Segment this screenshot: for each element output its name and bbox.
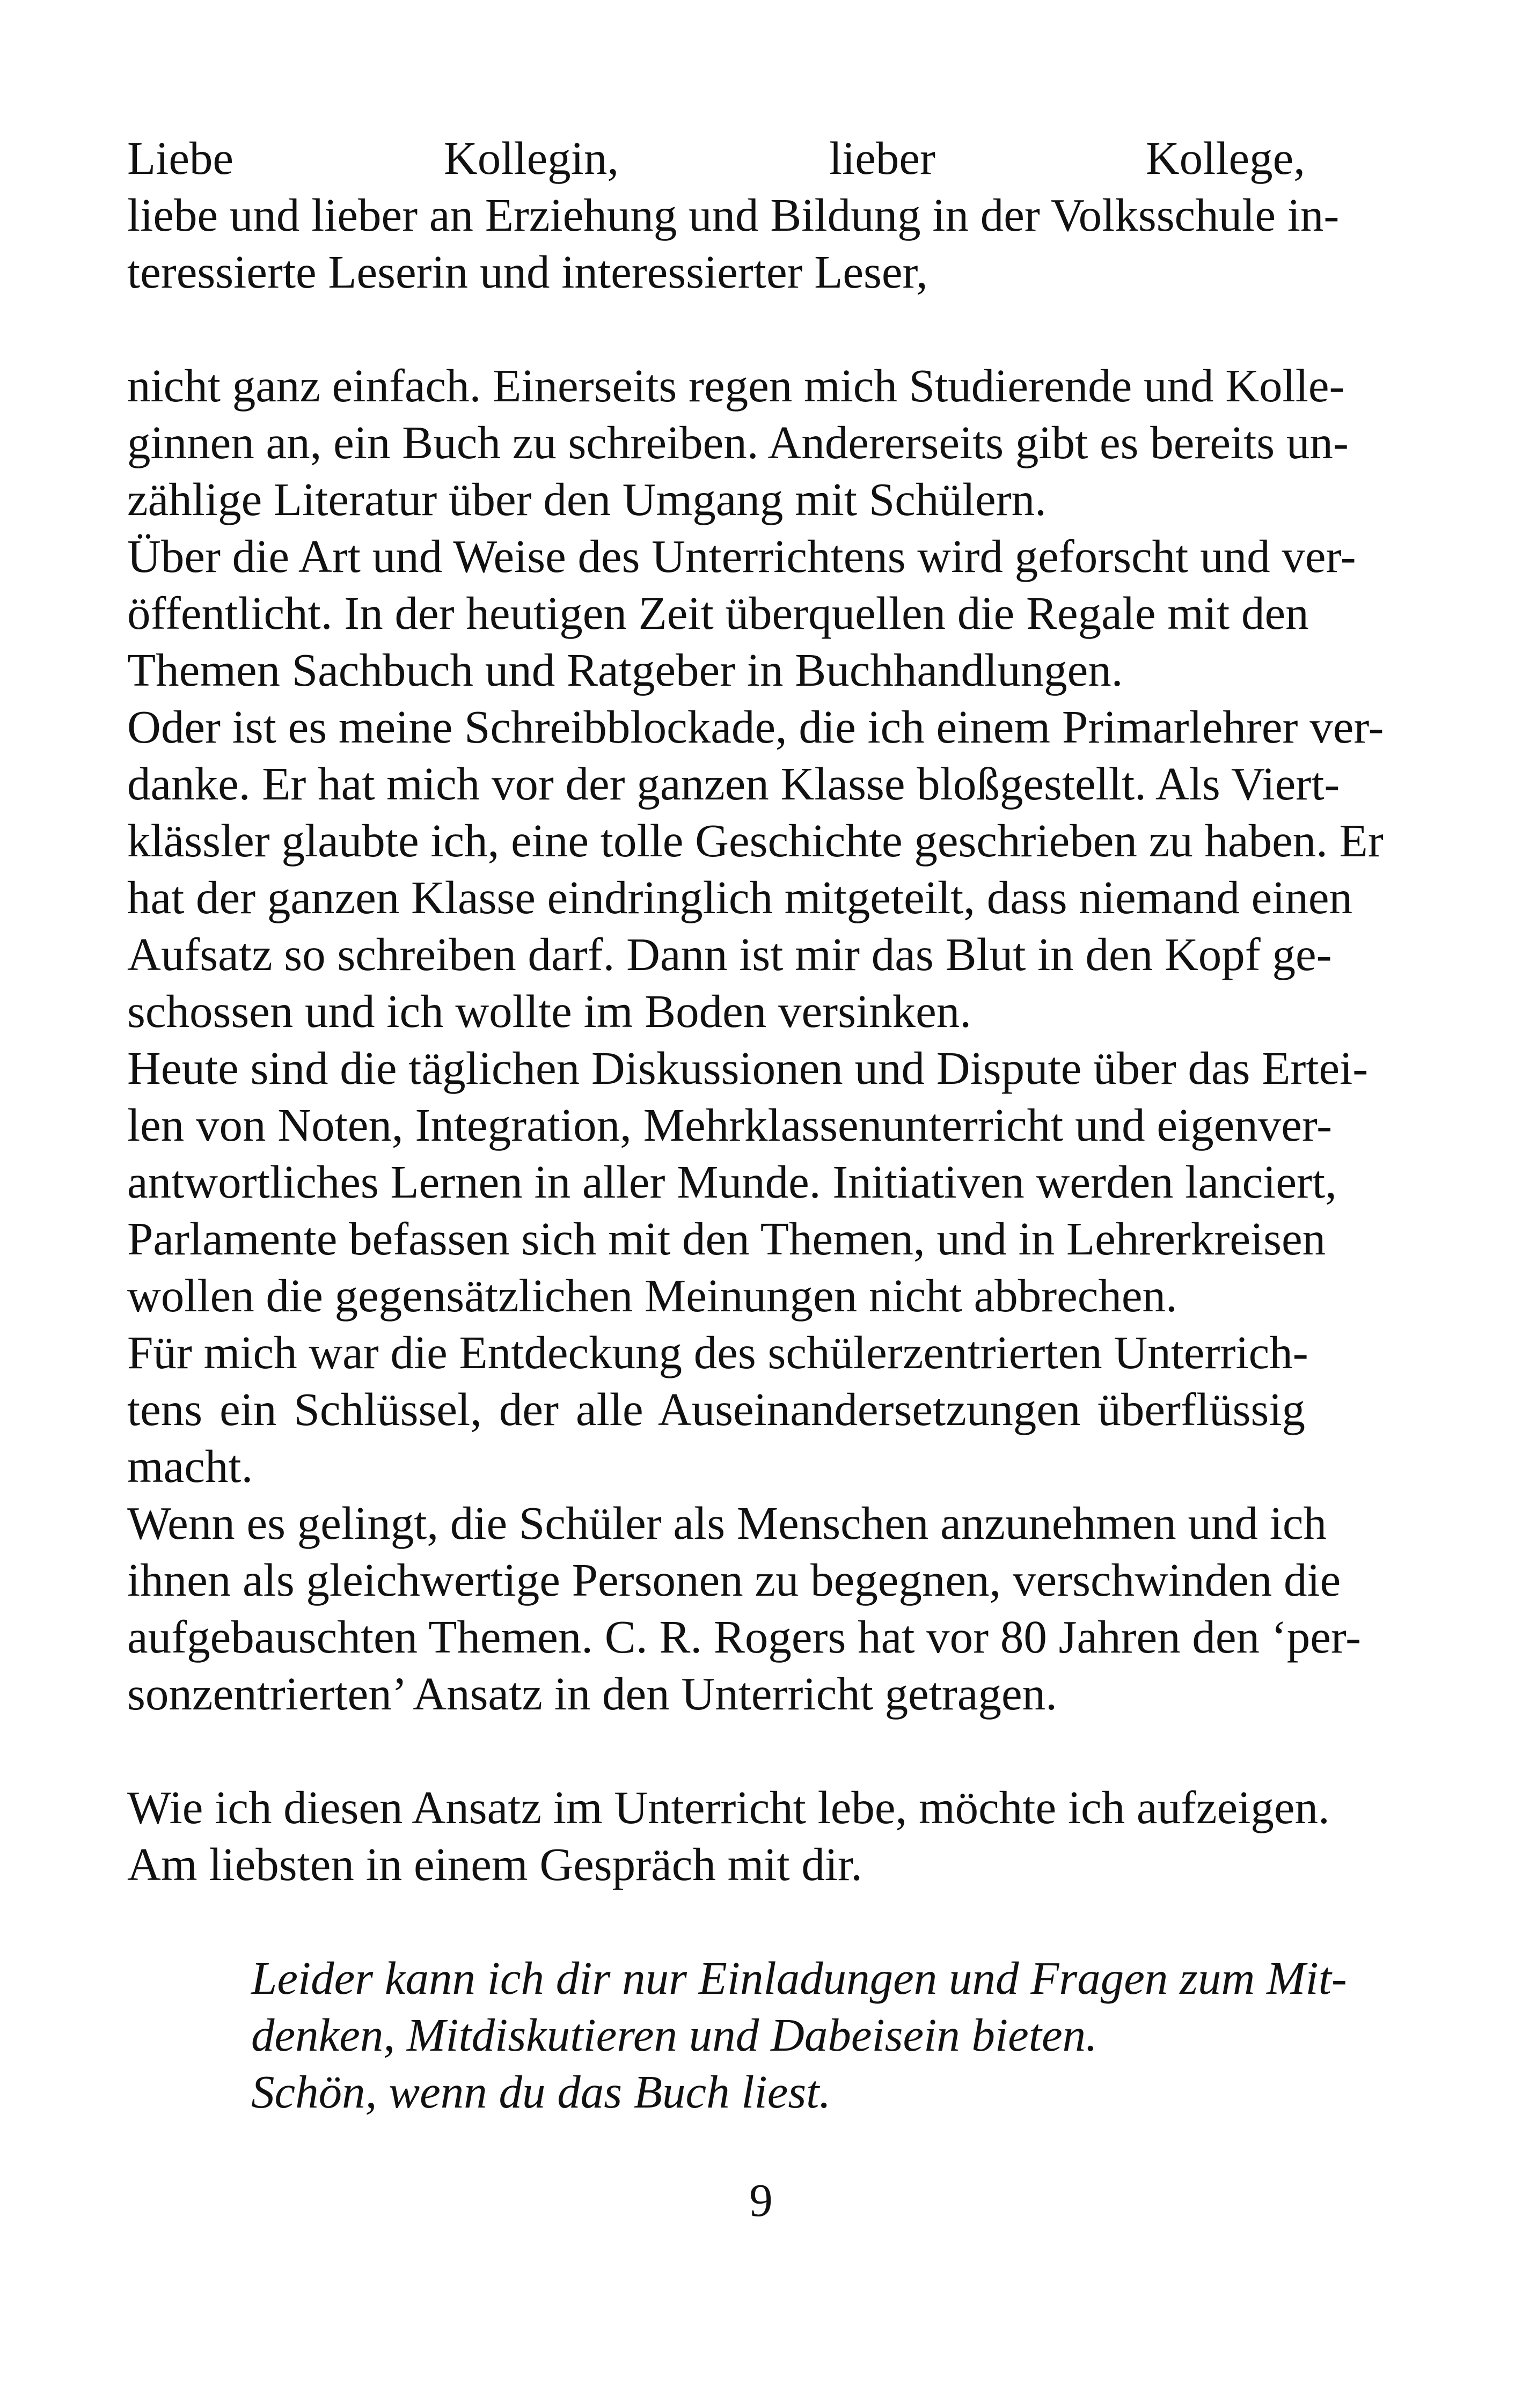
italic-note-line: denken, Mitdiskutieren und Dabeisein bieten. <box>251 2009 1097 2061</box>
body-text-line: antwortliches Lernen in aller Munde. Initiativen werden lanciert, <box>127 1156 1337 1208</box>
body-text-line: macht. <box>127 1440 253 1492</box>
body-text-line: wollen die gegensätzlichen Meinungen nicht abbrechen. <box>127 1269 1177 1322</box>
body-text-line: Wenn es gelingt, die Schüler als Menschen anzunehmen und ich <box>127 1497 1327 1549</box>
body-text-line: öffentlicht. In der heutigen Zeit überquellen die Regale mit den <box>127 587 1309 639</box>
italic-note-line: Schön, wenn du das Buch liest. <box>251 2066 831 2118</box>
body-text-line: hat der ganzen Klasse eindringlich mitgeteilt, dass niemand einen <box>127 871 1353 923</box>
body-text-line: Themen Sachbuch und Ratgeber in Buchhandlungen. <box>127 644 1123 696</box>
salutation-line: teressierte Leserin und interessierter Leser, <box>127 246 928 298</box>
body-text-line: danke. Er hat mich vor der ganzen Klasse bloßgestellt. Als Viert- <box>127 758 1340 810</box>
body-text-line: schossen und ich wollte im Boden versinken. <box>127 985 972 1037</box>
salutation-line: Liebe Kollegin, lieber Kollege, <box>127 132 1305 184</box>
body-text-line: len von Noten, Integration, Mehrklassenunterricht und eigenver- <box>127 1099 1333 1151</box>
italic-note-line: Leider kann ich dir nur Einladungen und Fragen zum Mit- <box>251 1952 1347 2004</box>
body-text-line: tens ein Schlüssel, der alle Auseinandersetzungen überflüssig <box>127 1383 1305 1435</box>
body-text-line: klässler glaubte ich, eine tolle Geschichte geschrieben zu haben. Er <box>127 814 1384 867</box>
body-text-line: sonzentrierten’ Ansatz in den Unterricht getragen. <box>127 1668 1057 1720</box>
body-text-line: Heute sind die täglichen Diskussionen und Dispute über das Ertei- <box>127 1042 1369 1094</box>
body-text-line: Aufsatz so schreiben darf. Dann ist mir das Blut in den Kopf ge- <box>127 928 1332 980</box>
page-number: 9 <box>749 2174 773 2226</box>
body-text-line: Für mich war die Entdeckung des schülerzentrierten Unterrich- <box>127 1326 1308 1378</box>
closing-line: Wie ich diesen Ansatz im Unterricht lebe, möchte ich aufzeigen. <box>127 1781 1330 1833</box>
body-text-line: Oder ist es meine Schreibblockade, die ich einem Primarlehrer ver- <box>127 701 1384 753</box>
body-text-line: zählige Literatur über den Umgang mit Schülern. <box>127 473 1047 525</box>
closing-line: Am liebsten in einem Gespräch mit dir. <box>127 1838 862 1890</box>
salutation-line: liebe und lieber an Erziehung und Bildung in der Volksschule in- <box>127 189 1340 241</box>
body-text-line: ginnen an, ein Buch zu schreiben. Andererseits gibt es bereits un- <box>127 416 1349 468</box>
body-text-line: Parlamente befassen sich mit den Themen, und in Lehrerkreisen <box>127 1213 1326 1265</box>
body-text-line: aufgebauschten Themen. C. R. Rogers hat vor 80 Jahren den ‘per- <box>127 1611 1362 1663</box>
body-text-line: ihnen als gleichwertige Personen zu begegnen, verschwinden die <box>127 1554 1341 1606</box>
body-text-line: Über die Art und Weise des Unterrichtens wird geforscht und ver- <box>127 530 1356 582</box>
body-text-line: nicht ganz einfach. Einerseits regen mich Studierende und Kolle- <box>127 359 1345 412</box>
